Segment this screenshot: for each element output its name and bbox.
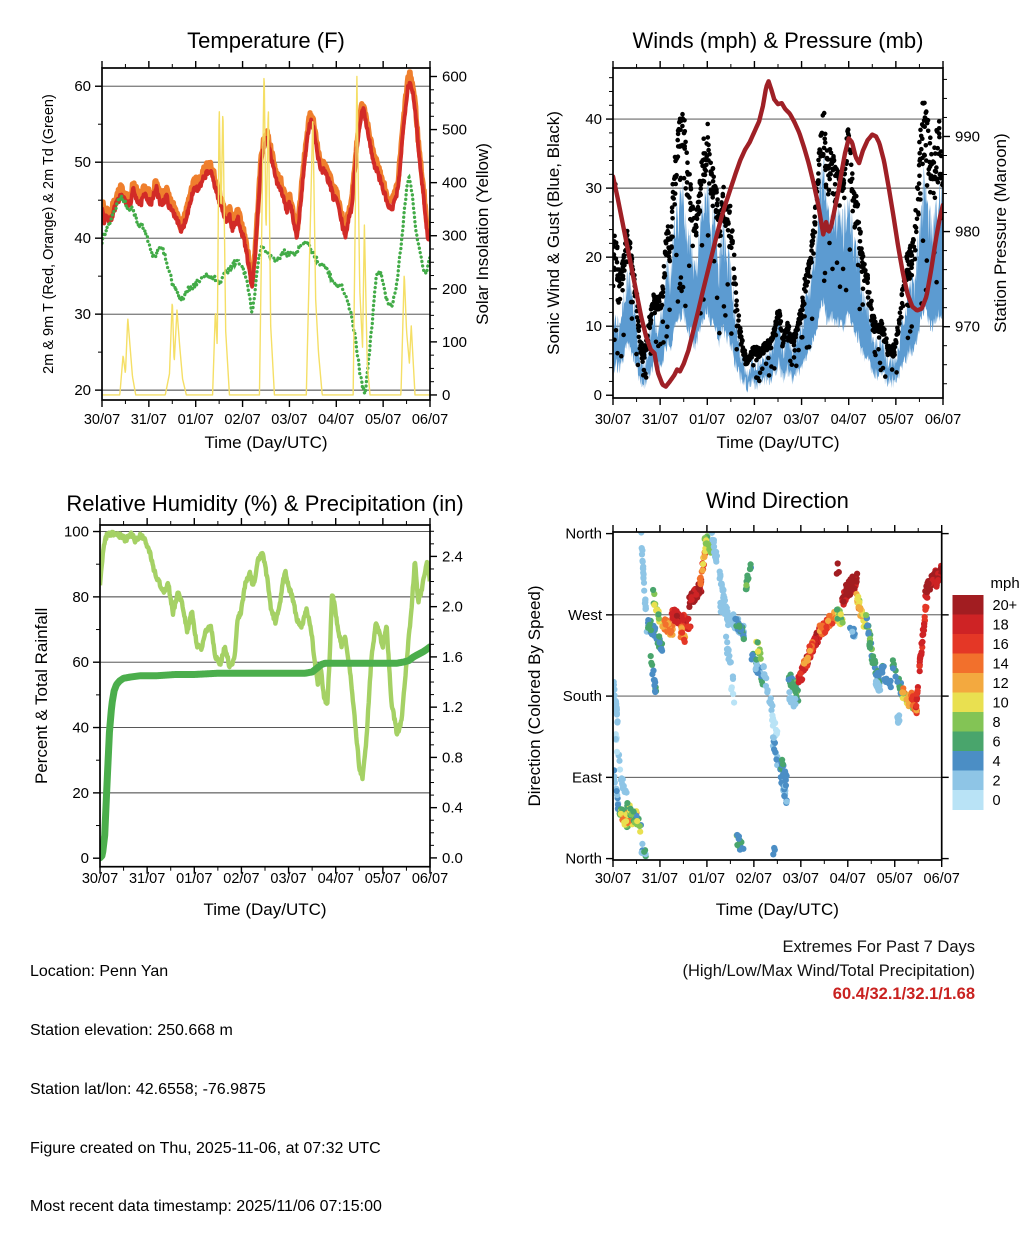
y-axis-label-left: Percent & Total Rainfall [32,607,51,785]
x-tick-label: 30/07 [594,412,632,428]
y-tick-label: South [562,688,602,706]
x-tick-label: 30/07 [594,871,632,887]
x-axis-label: Time (Day/UTC) [204,433,328,452]
x-tick-label: 02/07 [736,412,773,428]
x-tick-label: 31/07 [641,871,679,887]
x-tick-label: 05/07 [364,871,402,887]
x-tick-label: 01/07 [176,871,213,887]
colorbar-swatch [953,790,984,810]
colorbar-title: mph [990,575,1020,592]
colorbar-label: 16 [992,636,1009,653]
colorbar-swatch [953,693,984,713]
y-tick-label: 2.0 [442,598,463,616]
extremes-summary [682,936,975,1007]
colorbar-label: 0 [992,792,1001,809]
x-tick-label: 31/07 [128,871,166,887]
colorbar-swatch [953,771,984,791]
x-axis-label: Time (Day/UTC) [715,900,839,919]
x-tick-label: 04/07 [318,412,355,428]
x-tick-label: 06/07 [924,412,962,428]
colorbar-label: 6 [992,734,1001,751]
y-tick-label: 0 [442,386,451,404]
colorbar-swatch [953,712,984,732]
station-info [30,923,382,1237]
x-tick-label: 04/07 [317,871,354,887]
y-tick-label: North [565,525,602,543]
colorbar-label: 10 [992,695,1009,712]
chart-title: Relative Humidity (%) & Precipitation (in) [66,491,464,516]
figure-created: Figure created on Thu, 2025-11-06, at 07:32 UTC [30,1139,381,1157]
x-tick-label: 02/07 [224,412,261,428]
station-location: Location: Penn Yan [30,963,169,981]
x-tick-label: 04/07 [830,412,867,428]
y-tick-label: 1.6 [442,648,463,666]
x-tick-label: 31/07 [641,412,679,428]
y-tick-label: 0 [80,850,89,868]
x-tick-label: 31/07 [130,412,168,428]
y-tick-label: West [568,606,602,624]
x-axis-label: Time (Day/UTC) [716,433,840,452]
x-tick-label: 30/07 [83,412,121,428]
y-axis-label-left: 2m & 9m T (Red, Orange) & 2m Td (Green) [41,94,57,374]
x-axis-label: Time (Day/UTC) [203,900,327,919]
y-tick-label: 20 [72,784,89,802]
y-tick-label: 60 [72,654,89,672]
colorbar-swatch [953,615,984,635]
y-tick-label: 50 [74,154,91,172]
speed-colorbar [953,575,1020,810]
colorbar-label: 4 [992,753,1001,770]
humidity-precip-chart [0,470,512,930]
y-tick-label: 10 [585,318,602,336]
x-tick-label: 03/07 [270,871,307,887]
x-tick-label: 03/07 [783,412,820,428]
y-tick-label: 30 [74,306,91,324]
wind-direction-chart [512,470,1024,930]
y-tick-label: 40 [74,230,91,248]
y-tick-label: 0.0 [442,849,463,867]
latest-timestamp: Most recent data timestamp: 2025/11/06 07:15:00 [30,1198,382,1216]
x-tick-label: 05/07 [876,871,913,887]
extremes-title: Extremes For Past 7 Days [782,938,975,956]
x-tick-label: 05/07 [364,412,402,428]
colorbar-swatch [953,673,984,693]
y-tick-label: 40 [585,111,602,129]
x-tick-label: 05/07 [877,412,915,428]
extremes-subtitle: (High/Low/Max Wind/Total Precipitation) [682,961,975,980]
y-axis-label-left: Sonic Wind & Gust (Blue, Black) [544,111,563,355]
extremes-values: 60.4/32.1/32.1/1.68 [832,985,975,1003]
y-tick-label: 500 [442,121,468,139]
colorbar-label: 14 [992,656,1009,673]
y-tick-label: 400 [442,174,468,192]
y-tick-label: 200 [442,280,468,298]
y-tick-label: North [565,850,602,868]
colorbar-label: 2 [992,773,1001,790]
y-tick-label: 0.8 [442,749,463,767]
x-tick-label: 01/07 [177,412,214,428]
y-tick-label: 20 [74,382,91,400]
colorbar-swatch [953,654,984,674]
x-tick-label: 06/07 [411,871,449,887]
x-tick-label: 02/07 [223,871,260,887]
y-tick-label: 20 [585,249,602,267]
colorbar-label: 18 [992,617,1009,634]
chart-title: Temperature (F) [187,28,345,53]
chart-title: Winds (mph) & Pressure (mb) [632,28,924,53]
chart-title: Wind Direction [705,488,849,513]
y-axis-label-right: Solar Insolation (Yellow) [473,143,492,325]
colorbar-label: 12 [992,675,1009,692]
temperature-chart [0,0,512,460]
y-tick-label: 600 [442,68,468,86]
y-axis-label-right: Station Pressure (Maroon) [991,133,1010,333]
x-tick-label: 06/07 [923,871,960,887]
colorbar-swatch [953,634,984,654]
y-tick-label: 1.2 [442,699,463,717]
y-tick-label: 60 [74,78,91,96]
y-tick-label: 990 [955,128,981,146]
y-tick-label: 300 [442,227,468,245]
y-tick-label: 970 [955,318,981,336]
station-elevation: Station elevation: 250.668 m [30,1021,233,1039]
colorbar-label: 20+ [992,597,1018,614]
x-tick-label: 04/07 [829,871,866,887]
y-axis-label-left: Direction (Colored By Speed) [525,585,544,807]
y-tick-label: 0.4 [442,799,463,817]
y-tick-label: 30 [585,180,602,198]
colorbar-swatch [953,732,984,752]
y-tick-label: 80 [72,588,89,606]
x-tick-label: 30/07 [81,871,119,887]
y-tick-label: 2.4 [442,548,463,566]
y-tick-label: 0 [593,387,602,405]
colorbar-swatch [953,751,984,771]
colorbar-label: 8 [992,714,1001,731]
x-tick-label: 03/07 [271,412,308,428]
winds-pressure-chart [512,0,1024,460]
colorbar-swatch [953,595,984,615]
x-tick-label: 01/07 [689,412,726,428]
y-tick-label: 100 [442,333,468,351]
x-tick-label: 02/07 [735,871,773,887]
x-tick-label: 03/07 [782,871,819,887]
y-tick-label: 40 [72,719,89,737]
y-tick-label: 980 [955,223,981,241]
y-tick-label: 100 [63,523,89,541]
x-tick-label: 06/07 [411,412,449,428]
station-latlon: Station lat/lon: 42.6558; -76.9875 [30,1080,266,1098]
y-tick-label: East [571,769,602,787]
x-tick-label: 01/07 [688,871,726,887]
